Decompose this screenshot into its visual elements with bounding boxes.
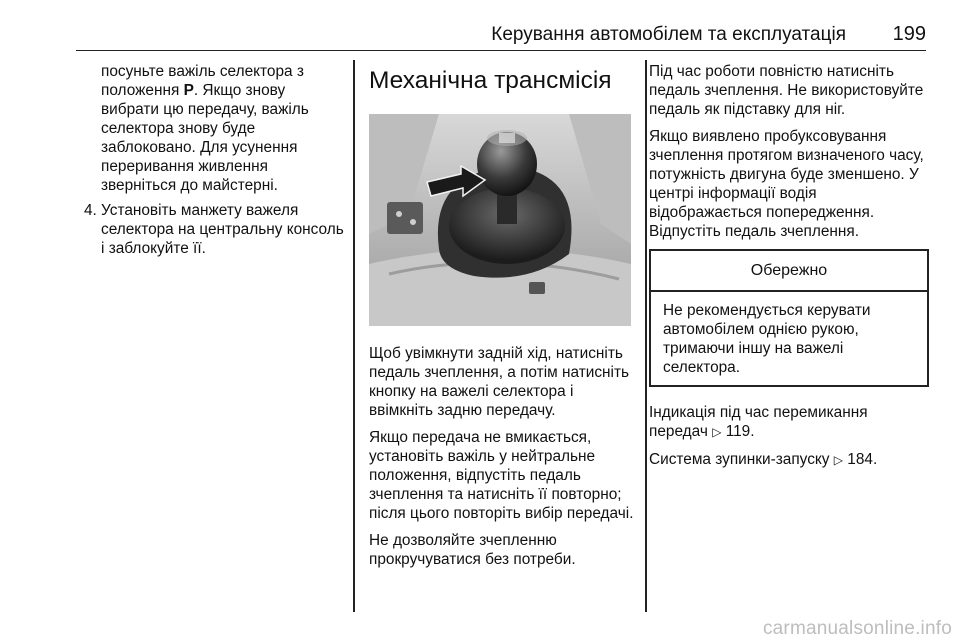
reference-shift-indicator (649, 403, 929, 442)
page-number: 199 (892, 23, 926, 45)
period: . (872, 451, 878, 468)
section-title: Механічна трансмісія (369, 67, 612, 94)
ref-text: Система зупинки-запуску (649, 451, 830, 468)
reference-stop-start (649, 450, 929, 470)
step-number: 4. (84, 202, 97, 219)
caution-text: Не рекомендується керувати автомобілем однією рукою, тримаючи іншу на важелі селектора. (663, 302, 871, 376)
paragraph-clutch-press: Під час роботи повністю натисніть педаль зчеплення. Не використовуйте педаль як підставку для ніг. (649, 63, 924, 118)
header-title: Керування автомобілем та експлуатація (491, 24, 846, 45)
step-4 (84, 201, 346, 258)
text: вибрати цю передачу, важіль селектора знову буде заблоковано. Для усунення переривання живлення зверніться до майстерні. (101, 101, 309, 194)
caution-title: Обережно (651, 251, 927, 292)
ref-page[interactable]: 119 (725, 423, 751, 440)
paragraph-gear-not-engaged: Якщо передача не вмикається, установіть важіль у нейтральне положення, відпустіть педаль зчеплення та натисніть її повторно; після цього повторіть вибір передачі. (369, 429, 634, 522)
paragraph-reverse-gear: Щоб увімкнути задній хід, натисніть педаль зчеплення, а потім натисніть кнопку на важелі селектора і ввімкніть задню передачу. (369, 345, 630, 419)
paragraph-clutch-slip: Не дозволяйте зчепленню прокручуватися без потреби. (369, 532, 576, 568)
step-text: Установіть манжету важеля селектора на центральну консоль і заблокуйте її. (101, 202, 344, 257)
column-2 (369, 62, 637, 577)
page-ref-arrow-icon: ▷ (712, 425, 722, 439)
period: . (750, 423, 755, 440)
page-header (76, 22, 926, 51)
column-divider (353, 60, 355, 612)
ref-page[interactable]: 184 (847, 451, 873, 468)
ref-text: Індикація під час перемикання передач (649, 404, 868, 440)
watermark: carmanualsonline.info (762, 618, 952, 639)
gear-shift-illustration (369, 114, 631, 326)
column-divider (645, 60, 647, 612)
page-ref-arrow-icon: ▷ (833, 453, 844, 467)
continued-paragraph (84, 62, 346, 195)
gear-position-p: P (183, 82, 194, 99)
text: посуньте важіль селектора з (101, 63, 304, 80)
text: . Якщо знову (193, 82, 286, 99)
gear-shift-lever-image (369, 114, 631, 326)
text: положення (101, 82, 184, 99)
paragraph-clutch-warning: Якщо виявлено пробуксовування зчеплення протягом визначеного часу, потужність двигуна буде зменшено. У центрі інформації водія відображається попередження. Відпустіть педаль зчеплення. (649, 128, 924, 240)
caution-box (649, 249, 929, 387)
column-1 (84, 62, 346, 258)
column-3 (649, 62, 929, 478)
